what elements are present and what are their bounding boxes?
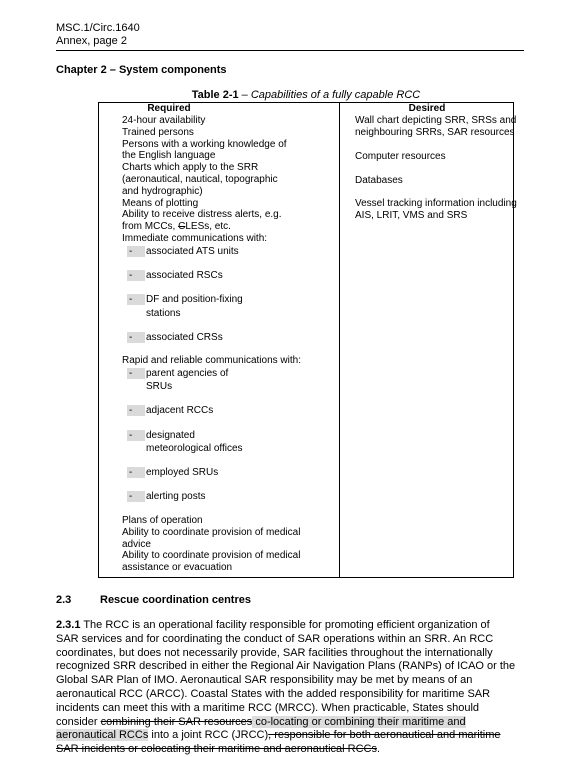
- mccs-before-text: from MCCs,: [122, 221, 179, 233]
- desired-item: neighbouring SRRs, SAR resources: [355, 127, 515, 138]
- chapter-title: Chapter 2 – System components: [56, 64, 227, 76]
- rapid-item: designated: [146, 430, 195, 441]
- list-dash: -: [127, 294, 145, 305]
- immediate-item: DF and position-fixing: [146, 294, 243, 305]
- required-item: Charts which apply to the SRR: [122, 162, 259, 174]
- rapid-item: employed SRUs: [146, 467, 219, 478]
- paragraph-text: The RCC is an operational facility responsible for promoting efficient organization of: [83, 619, 490, 631]
- deleted-text: SAR incidents or colocating their maritime and aeronautical RCCs: [56, 743, 377, 756]
- paragraph-line: coordinates, but does not necessarily provide, SAR facilities throughout the internationally: [56, 646, 493, 659]
- required-item: Persons with a working knowledge of: [122, 138, 287, 150]
- required-list: [122, 115, 287, 245]
- table-caption-label: Table 2-1: [191, 89, 239, 101]
- mccs-struck-text: C: [178, 221, 186, 233]
- paragraph-line: incidents can meet this with a maritime RCC (MRCC). When practicable, States should: [56, 701, 480, 714]
- paragraph-line: [56, 729, 524, 743]
- paragraph-line: recognized SRR described in either the Regional Air Navigation Plans (RANPs) of ICAO or the: [56, 660, 516, 673]
- desired-item: Vessel tracking information including: [355, 198, 517, 209]
- table-caption-text: Capabilities of a fully capable RCC: [250, 89, 421, 101]
- paragraph-2-3-1: [56, 619, 524, 757]
- paragraph-line: [56, 743, 524, 757]
- required-item: Ability to coordinate provision of medical: [122, 526, 301, 538]
- desired-item: Wall chart depicting SRR, SRSs and: [355, 115, 517, 126]
- table-caption: [98, 89, 514, 102]
- required-item-mccs: [122, 221, 287, 233]
- immediate-item: associated CRSs: [146, 332, 223, 343]
- required-item: the English language: [122, 150, 216, 162]
- table-caption-dash: –: [238, 89, 251, 101]
- deleted-text: , responsible for both aeronautical and maritime: [268, 729, 501, 742]
- rapid-item-cont: SRUs: [146, 381, 173, 392]
- document-reference: MSC.1/Circ.1640: [56, 22, 140, 34]
- required-item: Plans of operation: [122, 515, 203, 526]
- rapid-item: parent agencies of: [146, 368, 229, 379]
- list-dash: -: [127, 368, 145, 379]
- desired-column-header: Desired: [408, 103, 446, 114]
- immediate-item-cont: stations: [146, 308, 181, 319]
- header-rule: [56, 50, 524, 51]
- rapid-item: alerting posts: [146, 491, 206, 502]
- paragraph-line: SAR services and for coordinating the conduct of SAR operations within an SRR. An RCC: [56, 632, 494, 645]
- paragraph-text: .: [376, 743, 381, 756]
- desired-item: AIS, LRIT, VMS and SRS: [355, 210, 468, 221]
- paragraph-line: [56, 716, 524, 730]
- immediate-item: associated RSCs: [146, 270, 223, 281]
- paragraph-text: into a joint RCC (JRCC): [148, 729, 269, 742]
- required-item: advice: [122, 538, 151, 550]
- inserted-text: aeronautical RCCs: [56, 729, 149, 742]
- required-item: Ability to coordinate provision of medical: [122, 550, 301, 562]
- list-dash: -: [127, 246, 145, 257]
- mccs-after-text: LESs, etc.: [185, 221, 231, 233]
- section-title: Rescue coordination centres: [100, 594, 251, 606]
- paragraph-line: Global SAR Plan of IMO. Aeronautical SAR responsibility may be met by means of an: [56, 674, 473, 687]
- list-dash: -: [127, 332, 145, 343]
- list-dash: -: [127, 491, 145, 502]
- required-column-header: Required: [147, 103, 191, 114]
- rapid-comms-heading: Rapid and reliable communications with:: [122, 355, 301, 366]
- paragraph-line: aeronautical RCC (ARCC). Coastal States with the added responsibility for maritime SAR: [56, 687, 491, 700]
- table-column-divider: [339, 102, 340, 578]
- immediate-item: associated ATS units: [146, 246, 239, 257]
- rapid-item-cont: meteorological offices: [146, 443, 243, 454]
- deleted-text: combining their SAR resources: [100, 715, 253, 728]
- required-item: Trained persons: [122, 126, 194, 138]
- list-dash: -: [127, 405, 145, 416]
- immediate-comms-heading: Immediate communications with:: [122, 232, 268, 244]
- required-item: Ability to receive distress alerts, e.g.: [122, 209, 282, 221]
- page-indicator: Annex, page 2: [56, 35, 127, 47]
- rapid-item: adjacent RCCs: [146, 405, 214, 416]
- paragraph-line: [56, 619, 524, 633]
- desired-item: Databases: [355, 175, 403, 186]
- desired-item: Computer resources: [355, 151, 446, 162]
- paragraph-number: 2.3.1: [56, 619, 81, 631]
- required-item: 24-hour availability: [122, 115, 206, 126]
- required-item: Means of plotting: [122, 197, 199, 209]
- section-number: 2.3: [56, 594, 72, 606]
- inserted-text: co-locating or combining their maritime and: [252, 715, 466, 728]
- paragraph-text: consider: [56, 715, 101, 728]
- required-closing-list: [122, 515, 300, 574]
- list-dash: -: [127, 430, 145, 441]
- required-item: (aeronautical, nautical, topographic: [122, 173, 278, 185]
- list-dash: -: [127, 467, 145, 478]
- required-item: assistance or evacuation: [122, 562, 233, 574]
- list-dash: -: [127, 270, 145, 281]
- required-item: and hydrographic): [122, 185, 203, 197]
